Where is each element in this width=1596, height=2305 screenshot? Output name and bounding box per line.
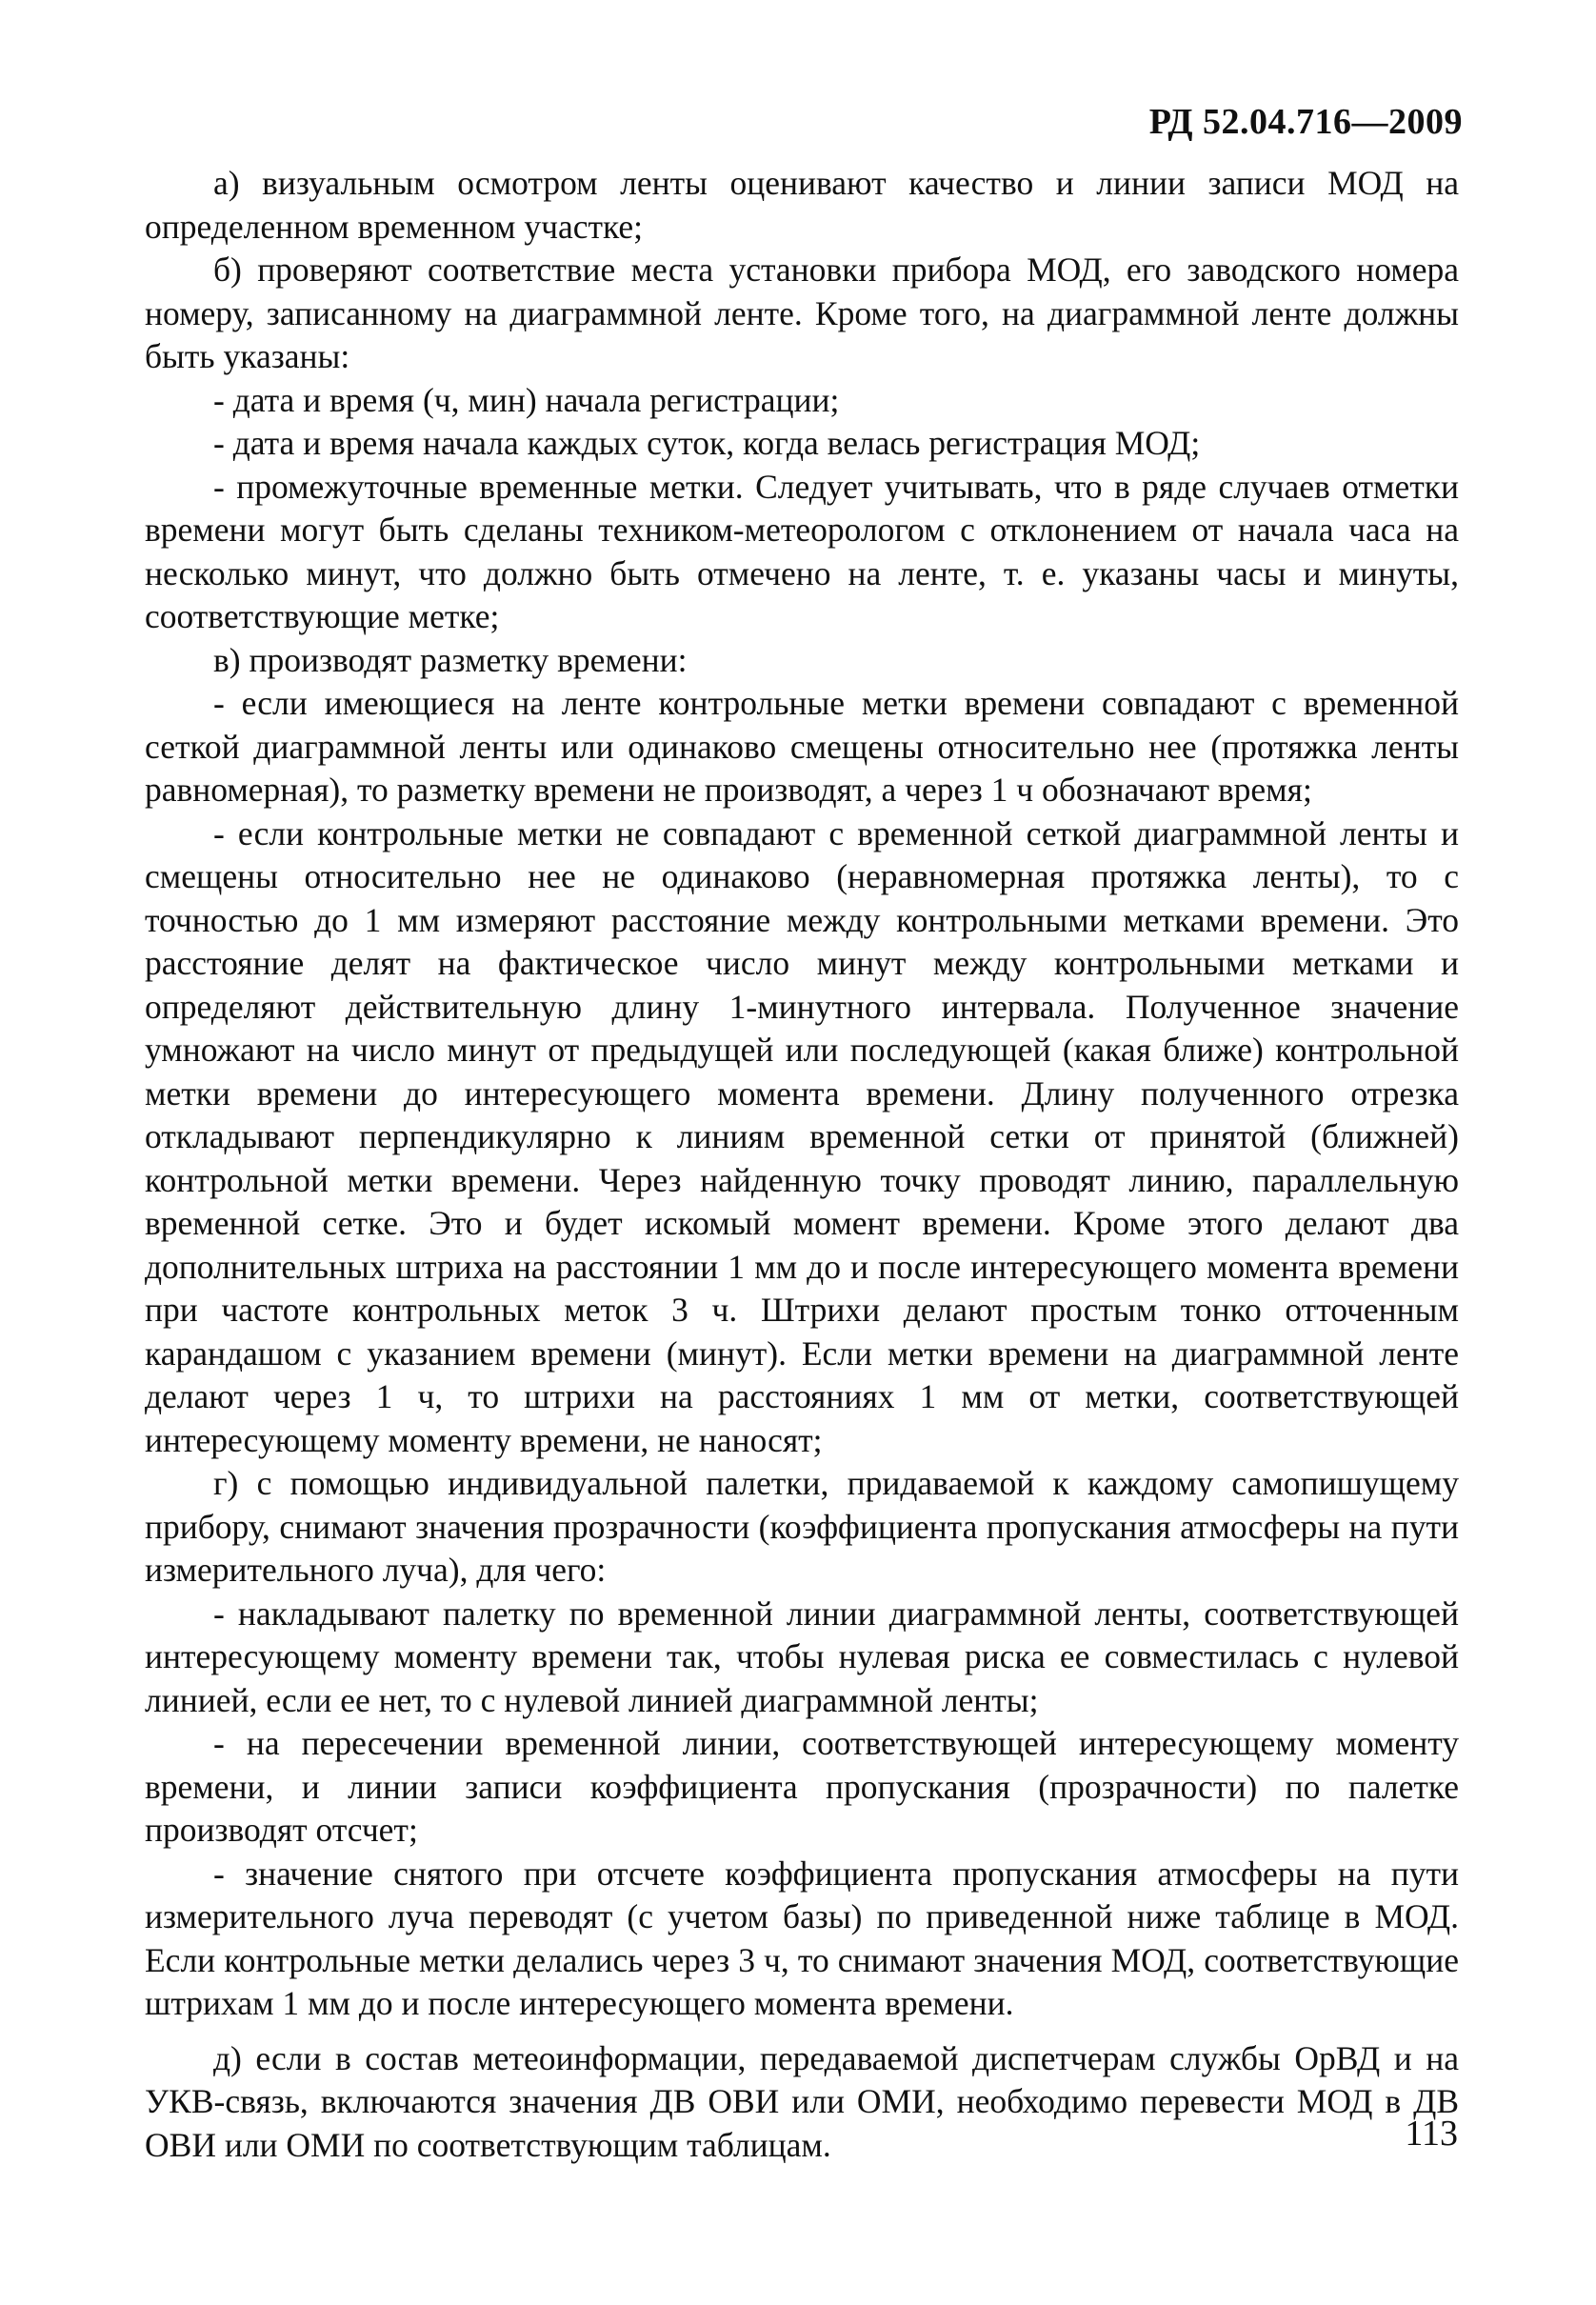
list-item-daily-date: - дата и время начала каждых суток, когда велась регистрация МОД; <box>213 424 1201 462</box>
list-item-intermediate-marks: - промежуточные временные метки. Следует учитывать, что в ряде случаев отметки времени могут быть сделаны техником-метеорологом с отклонением от начала часа на несколько минут, что должно быть отмечено на ленте, т. е. указаны часы и минуты, соответствующие метке; <box>145 467 1459 635</box>
paragraph-v: в) производят разметку времени: <box>213 640 688 679</box>
list-item-conversion: - значение снятого при отсчете коэффициента пропускания атмосферы на пути измерительного луча переводят (с учетом базы) по приведенной ниже таблице в МОД. Если контрольные метки делались через 3 ч, то снимают значения МОД, соответствующие штрихам 1 мм до и после интересующего момента времени. <box>145 1854 1459 2022</box>
page-number: 113 <box>1405 2114 1458 2154</box>
list-item-reading: - на пересечении временной линии, соответствующей интересующему моменту времени, и линии записи коэффициента пропускания (прозрачности) по палетке производят отсчет; <box>145 1724 1459 1849</box>
document-code-header: РД 52.04.716—2009 <box>1148 102 1463 142</box>
paragraph-b: б) проверяют соответствие места установки прибора МОД, его заводского номера номеру, записанному на диаграммной ленте. Кроме того, на диаграммной ленте должны быть указаны: <box>145 251 1459 375</box>
list-item-marks-match: - если имеющиеся на ленте контрольные метки времени совпадают с временной сеткой диаграммной ленты или одинаково смещены относительно нее (протяжка ленты равномерная), то разметку времени не производят, а через 1 ч обозначают время; <box>145 684 1459 809</box>
paragraph-d: д) если в состав метеоинформации, передаваемой диспетчерам службы ОрВД и на УКВ-связь, включаются значения ДВ ОВИ или ОМИ, необходимо перевести МОД в ДВ ОВИ или ОМИ по соответствующим таблицам. <box>145 2038 1459 2164</box>
list-item-marks-mismatch: - если контрольные метки не совпадают с временной сеткой диаграммной ленты и смещены относительно нее не одинаково (неравномерная протяжка ленты), то с точностью до 1 мм измеряют расстояние между контрольными метками времени. Это расстояние делят на фактическое число минут между контрольными метками и определяют действительную длину 1-минутного интервала. Полученное значение умножают на число минут от предыдущей или последующей (какая ближе) контрольной метки времени до интересующего момента времени. Длину полученного отрезка откладывают перпендикулярно к линиям временной сетки от принятой (ближней) контрольной метки времени. Через найденную точку проводят линию, параллельную временной сетке. Это и будет искомый момент времени. Кроме этого делают два дополнительных штриха на расстоянии 1 мм до и после интересующего момента времени при частоте контрольных меток 3 ч. Штрихи делают простым тонко отточенным карандашом с указанием времени (минут). Если метки времени на диаграммной ленте делают через 1 ч, то штрихи на расстояниях 1 мм от метки, соответствующей интересующему моменту времени, не наносят; <box>145 813 1459 1459</box>
paragraph-a: а) визуальным осмотром ленты оценивают качество и линии записи МОД на определенном временном участке; <box>145 164 1459 246</box>
list-item-start-date: - дата и время (ч, мин) начала регистрации; <box>213 380 840 419</box>
document-body <box>145 162 1459 2167</box>
paragraph-g: г) с помощью индивидуальной палетки, придаваемой к каждому самопишущему прибору, снимают значения прозрачности (коэффициента пропускания атмосферы на пути измерительного луча), для чего: <box>145 1464 1459 1589</box>
list-item-overlay-template: - накладывают палетку по временной линии диаграммной ленты, соответствующей интересующему моменту времени так, чтобы нулевая риска ее совместилась с нулевой линией, если ее нет, то с нулевой линией диаграммной ленты; <box>145 1593 1459 1719</box>
